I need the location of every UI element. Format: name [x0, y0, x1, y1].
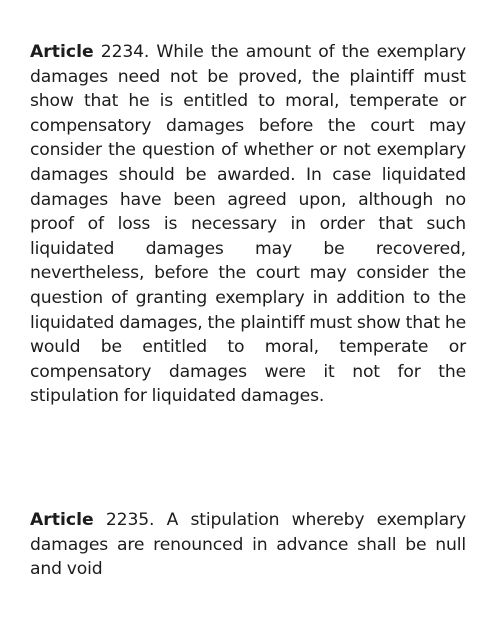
article-2235 — [30, 508, 466, 582]
article-number: 2234. — [100, 42, 150, 62]
article-number: 2235. — [105, 510, 155, 530]
article-label: Article — [30, 42, 94, 62]
article-text: A stipulation whereby exemplary damages are renounced in advance shall be null and void — [30, 510, 466, 580]
article-text: While the amount of the exemplary damages need not be proved, the plaintiff must show that he is entitled to moral, temperate or compensatory damages before the court may consider the question of whether or not exemplary damages should be awarded. In case liquidated damages have been agreed upon, although no proof of loss is necessary in order that such liquidated damages may be recovered, nevertheless, before the court may consider the question of granting exemplary in addition to the liquidated damages, the plaintiff must show that he would be entitled to moral, temperate or compensatory damages were it not for the stipulation for liquidated damages. — [30, 42, 466, 407]
article-2234 — [30, 40, 466, 409]
article-label: Article — [30, 510, 94, 530]
